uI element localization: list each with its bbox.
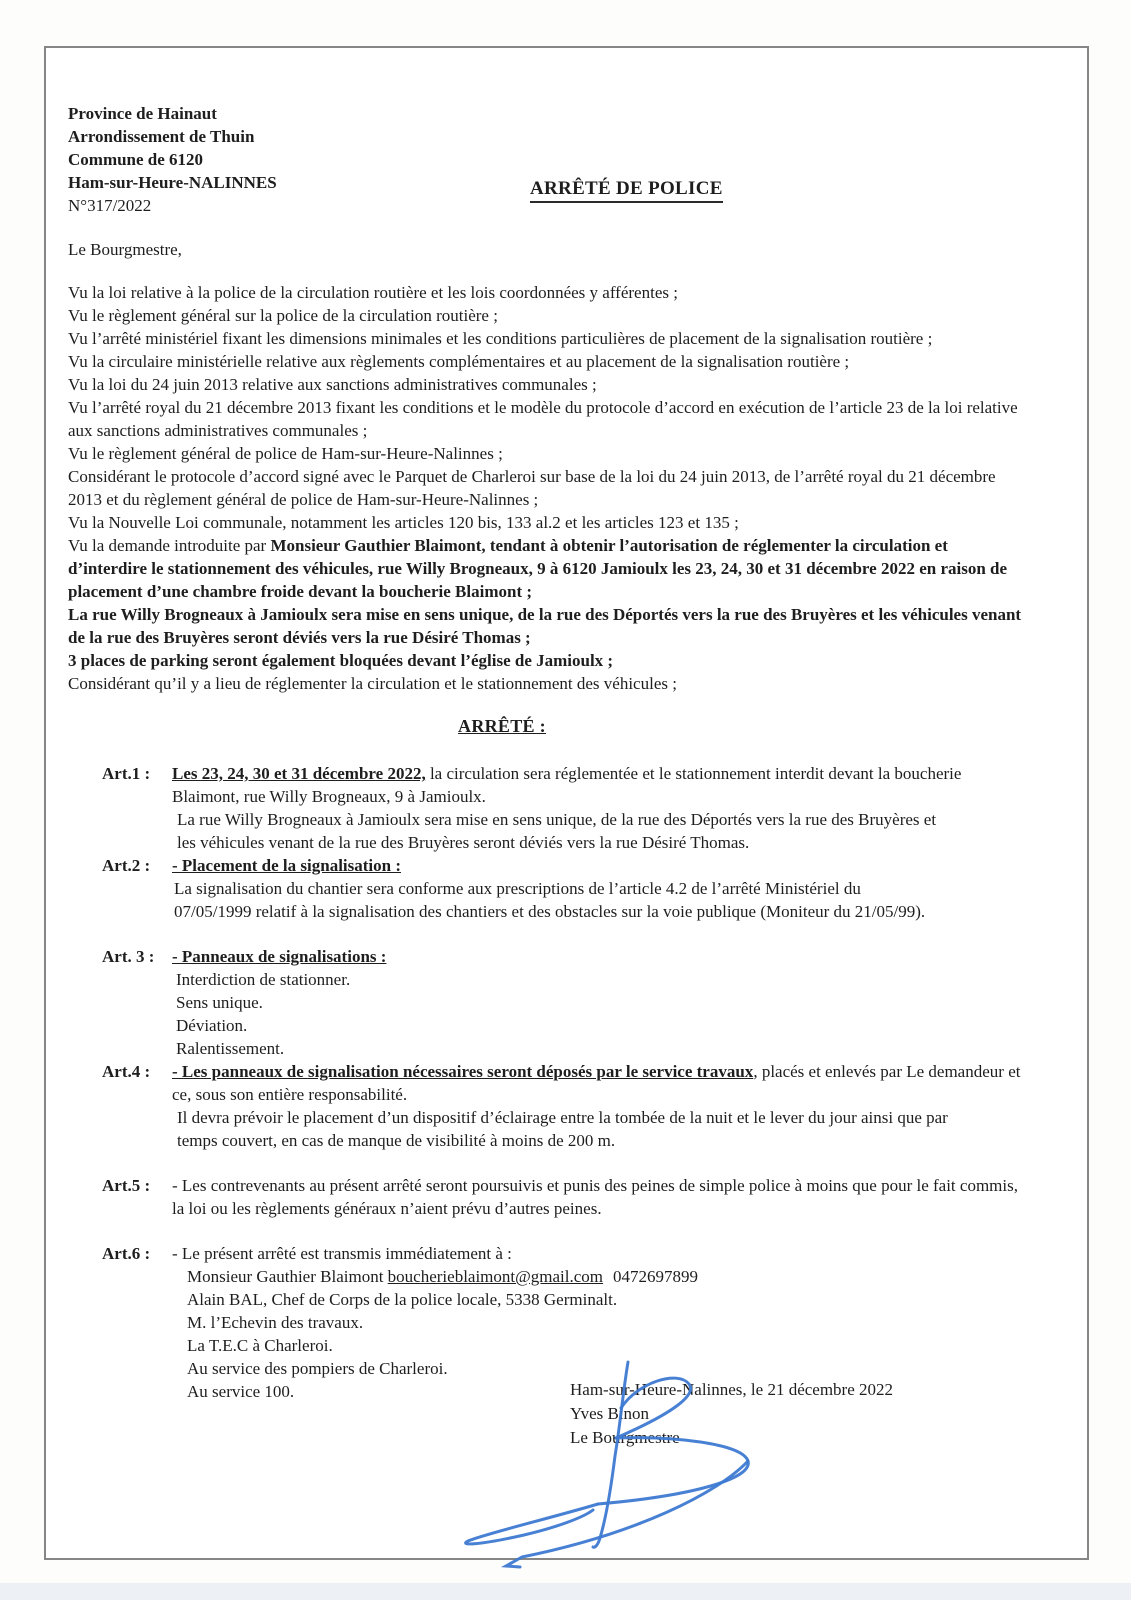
signature-name: Yves Binon [570, 1404, 650, 1423]
sign-panel-item: Déviation. [176, 1016, 248, 1035]
article-4-body [172, 1060, 1026, 1152]
article-4-label: Art.4 : [102, 1062, 151, 1081]
recital-line: Vu le règlement général de police de Ham-sur-Heure-Nalinnes ; [68, 444, 503, 463]
recipient-line: La T.E.C à Charleroi. [187, 1336, 333, 1355]
article-5-body [172, 1174, 1026, 1220]
recipient-line: Au service des pompiers de Charleroi. [187, 1359, 448, 1378]
recital-line: Vu la demande introduite par Monsieur Gauthier Blaimont, tendant à obtenir l’autorisation de réglementer la circulation et d’interdire le stationnement des véhicules, rue Willy Brogneaux, 9 à 6120 Jamioulx les 23, 24, 30 et 31 décembre 2022 en raison de placement d’une chambre froide devant la boucherie Blaimont ; [68, 536, 1008, 601]
recital-line: Considérant qu’il y a lieu de réglementer la circulation et le stationnement des véhicules ; [68, 674, 677, 693]
letterhead [68, 102, 1026, 217]
article-1-paragraph: La rue Willy Brogneaux à Jamioulx sera mise en sens unique, de la rue des Déportés vers la rue des Bruyères et les véhicules venant de la rue des Bruyères seront déviés vers la rue Désiré Thomas. [177, 810, 937, 852]
article-2-body [172, 854, 1026, 923]
recital-line: Vu la Nouvelle Loi communale, notamment les articles 120 bis, 133 al.2 et les articles 123 et 135 ; [68, 513, 739, 532]
article-1 [68, 762, 1026, 854]
letterhead-province: Province de Hainaut [68, 104, 217, 123]
recitals-block [68, 281, 1026, 695]
article-6-intro: - Le présent arrêté est transmis immédiatement à : [172, 1244, 512, 1263]
article-4-paragraph: - Les panneaux de signalisation nécessaires seront déposés par le service travaux, placés et enlevés par Le demandeur et ce, sous son entière responsabilité. [172, 1062, 1021, 1104]
recital-line: 3 places de parking seront également bloquées devant l’église de Jamioulx ; [68, 651, 614, 670]
article-2 [68, 854, 1026, 923]
article-4-paragraph: Il devra prévoir le placement d’un dispositif d’éclairage entre la tombée de la nuit et le lever du jour ainsi que par temps couvert, en cas de manque de visibilité à moins de 200 m. [177, 1108, 948, 1150]
article-5-label: Art.5 : [102, 1176, 151, 1195]
article-3-items [172, 968, 1026, 1060]
recital-line: Considérant le protocole d’accord signé avec le Parquet de Charleroi sur base de la loi du 24 juin 2013, de l’arrêté royal du 21 décembre 2013 et du règlement général de police de Ham-sur-Heure-Nalinnes ; [68, 467, 996, 509]
article-5 [68, 1174, 1026, 1220]
article-3-heading: - Panneaux de signalisations : [172, 947, 387, 966]
letterhead-arrondissement: Arrondissement de Thuin [68, 127, 255, 146]
letterhead-commune: Commune de 6120 [68, 150, 204, 169]
article-4 [68, 1060, 1026, 1152]
article-1-label: Art.1 : [102, 764, 151, 783]
decree-heading: ARRÊTÉ : [458, 716, 546, 736]
recital-line: Vu la loi relative à la police de la circulation routière et les lois coordonnées y afférentes ; [68, 283, 678, 302]
recital-line: Vu l’arrêté royal du 21 décembre 2013 fixant les conditions et le modèle du protocole d’accord en exécution de l’article 23 de la loi relative aux sanctions administratives communales ; [68, 398, 1018, 440]
recital-line: La rue Willy Brogneaux à Jamioulx sera mise en sens unique, de la rue des Déportés vers la rue des Bruyères et les véhicules venant de la rue des Bruyères seront déviés vers la rue Désiré Thomas ; [68, 605, 1022, 647]
article-1-body [172, 762, 1026, 854]
recipient-line: M. l’Echevin des travaux. [187, 1313, 364, 1332]
sign-panel-item: Interdiction de stationner. [176, 970, 351, 989]
document-page [44, 46, 1089, 1560]
article-2-heading: - Placement de la signalisation : [172, 856, 402, 875]
salutation: Le Bourgmestre, [68, 240, 182, 259]
signature-place-date: Ham-sur-Heure-Nalinnes, le 21 décembre 2022 [570, 1380, 894, 1399]
signature-block [570, 1378, 893, 1450]
scan-edge-strip [0, 1583, 1131, 1600]
reference-number: N°317/2022 [68, 196, 152, 215]
recipient-email-link[interactable]: boucherieblaimont@gmail.com [387, 1267, 604, 1286]
article-2-paragraph: La signalisation du chantier sera conforme aux prescriptions de l’article 4.2 de l’arrêté Ministériel du 07/05/1999 relatif à la signalisation des chantiers et des obstacles sur la voie publique (Moniteur du 21/05/99). [174, 879, 926, 921]
recital-line: Vu l’arrêté ministériel fixant les dimensions minimales et les conditions particulières de placement de la signalisation routière ; [68, 329, 933, 348]
article-3 [68, 945, 1026, 1060]
recipient-line: Monsieur Gauthier Blaimont boucherieblaimont@gmail.com 0472697899 [187, 1267, 699, 1286]
letterhead-ville: Ham-sur-Heure-NALINNES [68, 173, 277, 192]
article-3-label: Art. 3 : [102, 947, 155, 966]
article-5-paragraph: - Les contrevenants au présent arrêté seront poursuivis et punis des peines de simple police à moins que pour le fait commis, la loi ou les règlements généraux n’aient prévu d’autres peines. [172, 1176, 1018, 1218]
article-2-label: Art.2 : [102, 856, 151, 875]
document-content [68, 102, 1026, 1403]
recipient-line: Alain BAL, Chef de Corps de la police locale, 5338 Germinalt. [187, 1290, 618, 1309]
sign-panel-item: Sens unique. [176, 993, 263, 1012]
article-1-paragraph: Les 23, 24, 30 et 31 décembre 2022, la circulation sera réglementée et le stationnement interdit devant la boucherie Blaimont, rue Willy Brogneaux, 9 à Jamioulx. [172, 764, 962, 806]
article-3-body [172, 945, 1026, 1060]
article-6-label: Art.6 : [102, 1244, 151, 1263]
recipient-line: Au service 100. [187, 1382, 295, 1401]
signature-title: Le Bourgmestre [570, 1428, 680, 1447]
recital-line: Vu le règlement général sur la police de la circulation routière ; [68, 306, 498, 325]
recital-line: Vu la loi du 24 juin 2013 relative aux sanctions administratives communales ; [68, 375, 597, 394]
document-title: ARRÊTÉ DE POLICE [530, 178, 723, 203]
recipient-phone: 0472697899 [613, 1267, 699, 1286]
recital-line: Vu la circulaire ministérielle relative aux règlements complémentaires et au placement de la signalisation routière ; [68, 352, 850, 371]
sign-panel-item: Ralentissement. [176, 1039, 285, 1058]
